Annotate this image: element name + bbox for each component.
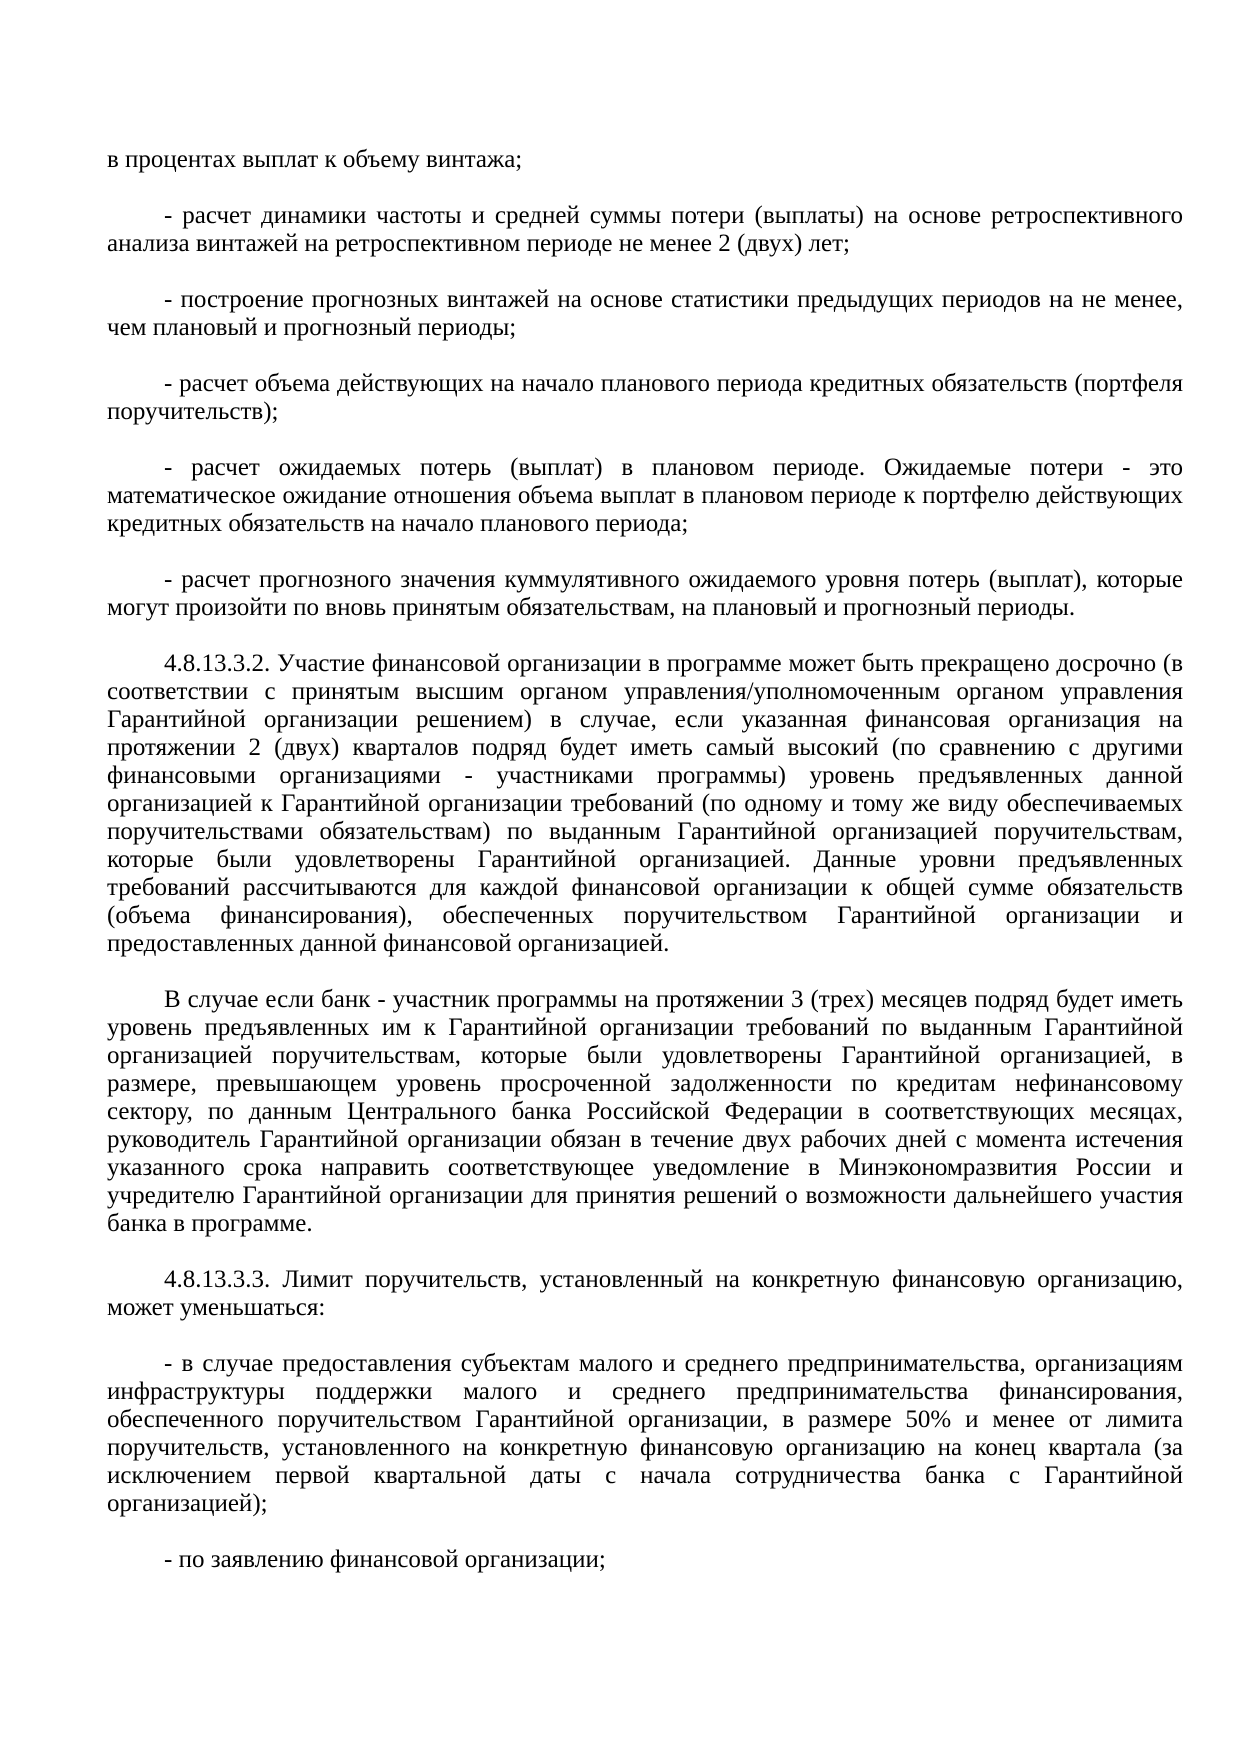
paragraph: - в случае предоставления субъектам малого и среднего предпринимательства, организациям инфраструктуры поддержки малого и среднего предпринимательства финансирования, обеспеченного поручительством Гарантийной организации, в размере 50% и менее от лимита поручительств, установленного на конкретную финансовую организацию на конец квартала (за исключением первой квартальной даты с начала сотрудничества банка с Гарантийной организацией);: [107, 1350, 1183, 1517]
paragraph: 4.8.13.3.3. Лимит поручительств, установленный на конкретную финансовую организацию, может уменьшаться:: [107, 1266, 1183, 1321]
paragraph: в процентах выплат к объему винтажа;: [107, 146, 523, 173]
paragraph: - расчет динамики частоты и средней суммы потери (выплаты) на основе ретроспективного анализа винтажей на ретроспективном периоде не менее 2 (двух) лет;: [107, 202, 1183, 257]
paragraph: - построение прогнозных винтажей на основе статистики предыдущих периодов на не менее, чем плановый и прогнозный периоды;: [107, 286, 1183, 341]
paragraph: - расчет ожидаемых потерь (выплат) в плановом периоде. Ожидаемые потери - это математическое ожидание отношения объема выплат в плановом периоде к портфелю действующих кредитных обязательств на начало планового периода;: [107, 454, 1183, 537]
paragraph: - расчет объема действующих на начало планового периода кредитных обязательств (портфеля поручительств);: [107, 370, 1183, 425]
paragraph: В случае если банк - участник программы на протяжении 3 (трех) месяцев подряд будет иметь уровень предъявленных им к Гарантийной организации требований по выданным Гарантийной организацией поручительствам, которые были удовлетворены Гарантийной организацией, в размере, превышающем уровень просроченной задолженности по кредитам нефинансовому сектору, по данным Центрального банка Российской Федерации в соответствующих месяцах, руководитель Гарантийной организации обязан в течение двух рабочих дней с момента истечения указанного срока направить соответствующее уведомление в Минэкономразвития России и учредителю Гарантийной организации для принятия решений о возможности дальнейшего участия банка в программе.: [107, 986, 1183, 1237]
paragraph: - расчет прогнозного значения куммулятивного ожидаемого уровня потерь (выплат), которые могут произойти по вновь принятым обязательствам, на плановый и прогнозный периоды.: [107, 566, 1183, 621]
paragraph: - по заявлению финансовой организации;: [164, 1546, 606, 1573]
paragraph: 4.8.13.3.2. Участие финансовой организации в программе может быть прекращено досрочно (в соответствии с принятым высшим органом управления/уполномоченным органом управления Гарантийной организации решением) в случае, если указанная финансовая организация на протяжении 2 (двух) кварталов подряд будет иметь самый высокий (по сравнению с другими финансовыми организациями - участниками программы) уровень предъявленных данной организацией к Гарантийной организации требований (по одному и тому же виду обеспечиваемых поручительствами обязательствам) по выданным Гарантийной организацией поручительствам, которые были удовлетворены Гарантийной организацией. Данные уровни предъявленных требований рассчитываются для каждой финансовой организации к общей сумме обязательств (объема финансирования), обеспеченных поручительством Гарантийной организации и предоставленных данной финансовой организацией.: [107, 650, 1183, 957]
document-text-body: [107, 146, 1183, 1574]
